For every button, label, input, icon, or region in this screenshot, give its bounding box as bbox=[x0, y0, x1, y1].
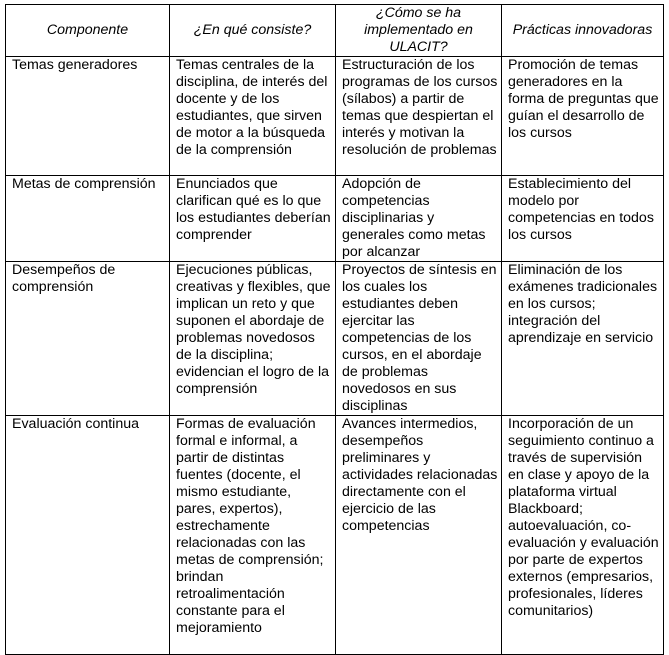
header-row bbox=[6, 5, 664, 57]
cell-implementado: Adopción de competencias disciplinarias y generales como metas por alcanzar bbox=[336, 176, 502, 262]
cell-implementado: Proyectos de síntesis en los cuales los estudiantes deben ejercitar las competencias de los cursos, en el abordaje de problemas novedosos en sus disciplinas bbox=[336, 262, 502, 416]
cell-implementado: Avances intermedios, desempeños preliminares y actividades relacionadas directamente con el ejercicio de las competencias bbox=[336, 416, 502, 655]
comparison-table bbox=[5, 4, 664, 655]
table-row bbox=[6, 57, 664, 176]
cell-consiste: Temas centrales de la disciplina, de interés del docente y de los estudiantes, que sirven de motor a la búsqueda de la comprensión bbox=[170, 57, 336, 176]
header-componente: Componente bbox=[6, 5, 170, 57]
header-practicas-innovadoras: Prácticas innovadoras bbox=[502, 5, 664, 57]
table-row bbox=[6, 176, 664, 262]
cell-practicas: Establecimiento del modelo por competencias en todos los cursos bbox=[502, 176, 664, 262]
cell-consiste: Enunciados que clarifican qué es lo que los estudiantes deberían comprender bbox=[170, 176, 336, 262]
cell-practicas: Promoción de temas generadores en la forma de preguntas que guían el desarrollo de los cursos bbox=[502, 57, 664, 176]
table-row bbox=[6, 262, 664, 416]
cell-componente: Desempeños de comprensión bbox=[6, 262, 170, 416]
cell-consiste: Formas de evaluación formal e informal, a partir de distintas fuentes (docente, el mismo estudiante, pares, expertos), estrechamente relacionadas con las metas de comprensión; brindan retroalimentación constante para el mejoramiento bbox=[170, 416, 336, 655]
cell-implementado: Estructuración de los programas de los cursos (sílabos) a partir de temas que despiertan el interés y motivan la resolución de problemas bbox=[336, 57, 502, 176]
cell-practicas: Eliminación de los exámenes tradicionales en los cursos; integración del aprendizaje en servicio bbox=[502, 262, 664, 416]
header-como-implementado: ¿Cómo se ha implementado en ULACIT? bbox=[336, 5, 502, 57]
cell-practicas: Incorporación de un seguimiento continuo a través de supervisión en clase y apoyo de la plataforma virtual Blackboard; autoevaluación, co-evaluación y evaluación por parte de expertos externos (empresarios, profesionales, líderes comunitarios) bbox=[502, 416, 664, 655]
cell-componente: Metas de comprensión bbox=[6, 176, 170, 262]
cell-consiste: Ejecuciones públicas, creativas y flexibles, que implican un reto y que suponen el abordaje de problemas novedosos de la disciplina; evidencian el logro de la comprensión bbox=[170, 262, 336, 416]
cell-componente: Temas generadores bbox=[6, 57, 170, 176]
header-en-que-consiste: ¿En qué consiste? bbox=[170, 5, 336, 57]
cell-componente: Evaluación continua bbox=[6, 416, 170, 655]
table-row bbox=[6, 416, 664, 655]
